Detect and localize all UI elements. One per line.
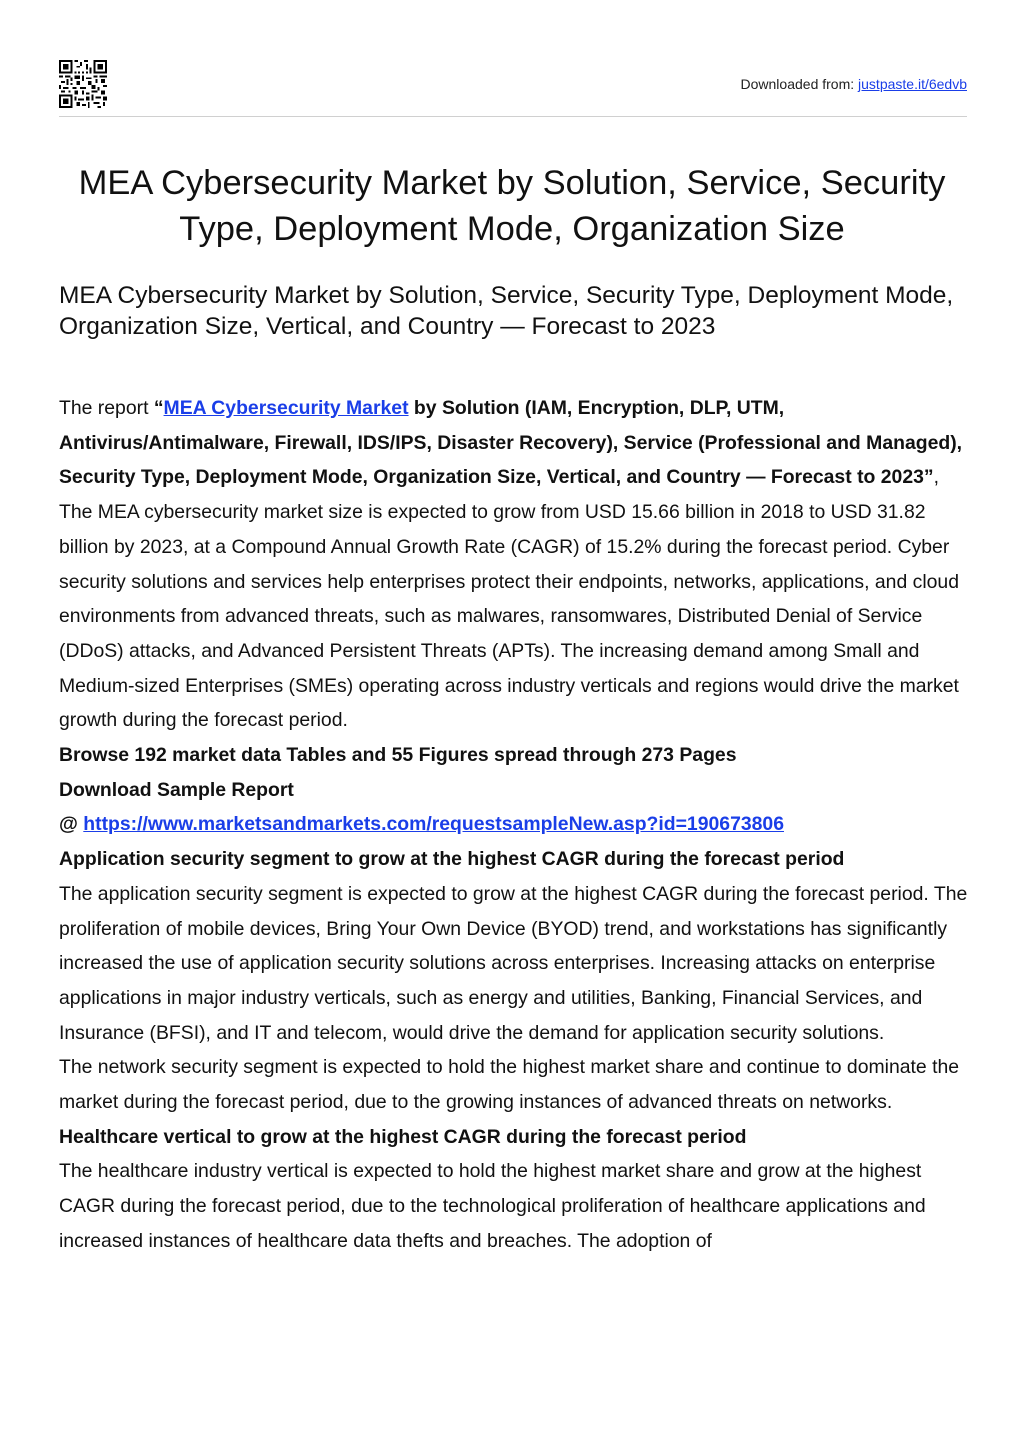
browse-line	[59, 738, 971, 773]
section-network-security-paragraph: The network security segment is expected to hold the highest market share and continue to dominate the market during the forecast period, due to the growing instances of advanced threats on networks.	[59, 1056, 960, 1114]
qr-code-icon	[59, 60, 107, 108]
section-heading-text: Healthcare vertical to grow at the highest CAGR during the forecast period	[59, 1125, 747, 1148]
document-body	[59, 391, 971, 1259]
download-source-link[interactable]: justpaste.it/6edvb	[858, 76, 967, 92]
sample-link-line	[59, 807, 971, 842]
section-healthcare-paragraph: The healthcare industry vertical is expected to hold the highest market share and grow at the highest CAGR during the forecast period, due to the technological proliferation of healthcare applications and increased instances of healthcare data thefts and breaches. The adoption of	[59, 1160, 926, 1252]
sample-report-link[interactable]: https://www.marketsandmarkets.com/requestsampleNew.asp?id=190673806	[83, 813, 784, 836]
sample-link-prefix: @	[59, 813, 84, 836]
download-sample-text: Download Sample Report	[59, 778, 294, 801]
section-application-security-paragraph: The application security segment is expected to grow at the highest CAGR during the forecast period. The proliferation of mobile devices, Bring Your Own Device (BYOD) trend, and workstations has significantly increased the use of application security solutions across enterprises. Increasing attacks on enterprise applications in major industry verticals, such as energy and utilities, Banking, Financial Services, and Insurance (BFSI), and IT and telecom, would drive the demand for application security solutions.	[59, 882, 968, 1044]
download-source-label: Downloaded from:	[740, 76, 859, 92]
intro-prefix: The report	[59, 397, 154, 419]
browse-text: Browse 192 market data Tables and 55 Figures spread through 273 Pages	[59, 744, 737, 767]
report-title: by Solution (IAM, Encryption, DLP, UTM, Antivirus/Antimalware, Firewall, IDS/IPS, Disaster Recovery), Service (Professional and Managed), Security Type, Deployment Mode, Organization Size, Vertical, and Country — Forecast to 2023”	[59, 397, 963, 489]
section-application-security-heading	[59, 842, 971, 877]
intro-paragraph	[59, 391, 971, 738]
section-healthcare-heading	[59, 1120, 971, 1155]
intro-open-quote: “	[153, 397, 164, 419]
download-sample-line	[59, 773, 971, 808]
intro-body: , The MEA cybersecurity market size is expected to grow from USD 15.66 billion in 2018 to USD 31.82 billion by 2023, at a Compound Annual Growth Rate (CAGR) of 15.2% during the forecast period. Cyber security solutions and services help enterprises protect their endpoints, networks, applications, and cloud environments from advanced threats, such as malwares, ransomwares, Distributed Denial of Service (DDoS) attacks, and Advanced Persistent Threats (APTs). The increasing demand among Small and Medium-sized Enterprises (SMEs) operating across industry verticals and regions would drive the market growth during the forecast period.	[59, 466, 959, 732]
document-title: MEA Cybersecurity Market by Solution, Service, Security Type, Deployment Mode, Organization Size	[78, 164, 946, 248]
page-header	[59, 56, 967, 117]
download-source	[741, 76, 967, 92]
section-heading-text: Application security segment to grow at the highest CAGR during the forecast period	[59, 848, 845, 871]
report-link[interactable]: MEA Cybersecurity Market	[163, 397, 409, 419]
document-subtitle: MEA Cybersecurity Market by Solution, Service, Security Type, Deployment Mode, Organization Size, Vertical, and Country — Forecast to 2023	[59, 282, 954, 340]
